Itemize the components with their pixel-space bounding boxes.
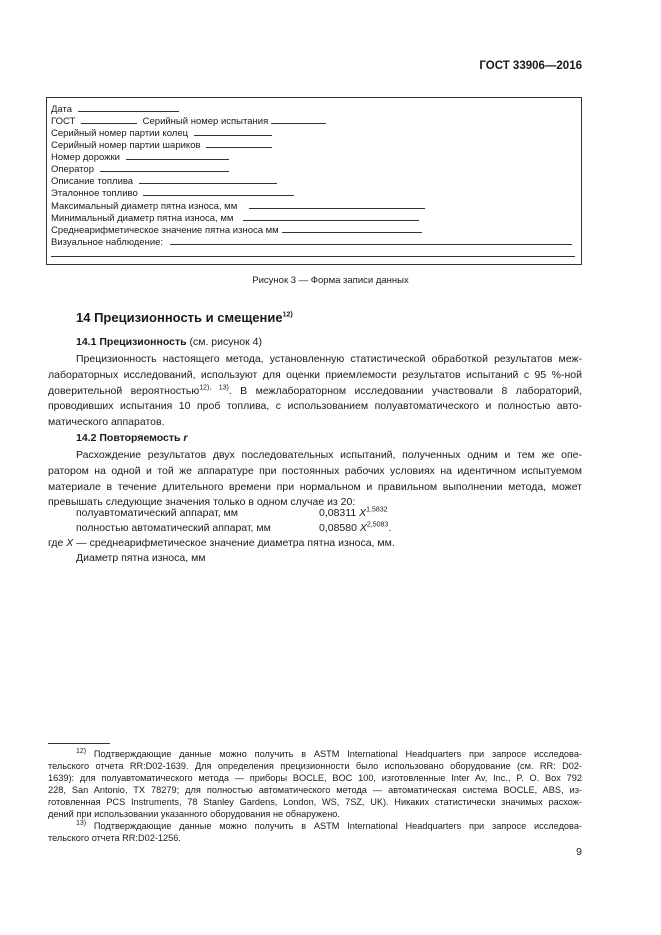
form-label-test-serial: Серийный номер испытания xyxy=(142,116,269,127)
form-row-visual xyxy=(51,235,572,248)
footnote-line: дений при использовании указанного оборудования не обнаружено. xyxy=(48,809,340,819)
footnote-line: тельского отчета RR:D02-1256. xyxy=(48,833,181,843)
footnote-ref-12: 12) xyxy=(282,311,293,319)
form-label-ring-batch: Серийный номер партии колец xyxy=(51,128,189,139)
form-label-track: Номер дорожки xyxy=(51,152,120,163)
where-definition: где X — среднеарифметическое значение диаметра пятна износа, мм. xyxy=(48,537,395,549)
repeatability-paragraph xyxy=(48,448,582,511)
paragraph-line: Расхождение результатов двух последовательных испытаний, полученных одним и тем же опе- xyxy=(76,449,582,461)
paragraph-line: проводивших испытания 10 проб топлива, с использованием полуавтоматического и полностью авто- xyxy=(48,400,582,413)
semi-auto-label: полуавтоматический аппарат, мм xyxy=(76,507,238,519)
paragraph-line: превышать следующие значения только в одном случае из 20: xyxy=(48,496,356,509)
paragraph-line: Прецизионность настоящего метода, установленную статистической обработкой результатов меж- xyxy=(76,353,582,365)
form-blank-fuel-desc xyxy=(139,174,277,184)
section-title: 14 Прецизионность и смещение xyxy=(76,310,283,325)
form-label-mean-diam: Среднеарифметическое значение пятна износа мм xyxy=(51,225,279,236)
footnote-line: 1639): для полуавтоматического метода — приборы BOCLE, BOC 100, изготовленные Inter Av, Inc., P. O. Box 792 xyxy=(48,773,582,783)
document-code-header: ГОСТ 33906—2016 xyxy=(479,60,582,72)
data-record-form xyxy=(46,97,582,265)
full-auto-exp: 2,5083 xyxy=(366,521,389,529)
footnote-separator xyxy=(48,743,110,744)
form-label-max-diam: Максимальный диаметр пятна износа, мм xyxy=(51,201,238,212)
full-auto-x: X xyxy=(359,522,367,534)
figure-caption: Рисунок 3 — Форма записи данных xyxy=(252,275,409,286)
page-number: 9 xyxy=(576,846,582,858)
paragraph-line: матического аппаратов. xyxy=(48,416,165,429)
form-blank-operator xyxy=(100,162,229,172)
footnote-12-mark: 12) xyxy=(76,747,87,755)
full-auto-label: полностью автоматический аппарат, мм xyxy=(76,522,271,534)
form-blank-visual xyxy=(170,235,572,245)
form-label-fuel-desc: Описание топлива xyxy=(51,176,134,187)
form-blank-ball-batch xyxy=(206,138,272,148)
footnote-13 xyxy=(48,820,582,844)
footnote-text: Подтверждающие данные можно получить в ASTM International Headquarters при запросе исследова- xyxy=(93,821,582,831)
diameter-label: Диаметр пятна износа, мм xyxy=(76,552,206,564)
paragraph-line: материале в течение длительного времени при нормальном и правильном выполнении метода, может xyxy=(48,480,582,493)
form-label-ref-fuel: Эталонное топливо xyxy=(51,188,138,199)
subsection-14-1-title: 14.1 Прецизионность xyxy=(76,336,187,348)
paragraph-line: ратором на одной и той же аппаратуре при постоянных рабочих условиях на идентичном испытуемом xyxy=(48,464,582,477)
full-auto-end: . xyxy=(388,522,392,534)
form-blank-max-diam xyxy=(249,199,425,209)
repeatability-symbol: r xyxy=(183,432,188,444)
form-row-ref-fuel xyxy=(51,186,294,199)
semi-auto-x: X xyxy=(359,507,367,519)
form-label-operator: Оператор xyxy=(51,164,94,175)
form-label-ball-batch: Серийный номер партии шариков xyxy=(51,140,201,151)
subsection-14-2-heading xyxy=(76,432,188,444)
subsection-14-2-title: 14.2 Повторяемость xyxy=(76,432,181,444)
paragraph-text: . В межлабораторном исследовании участвовали 8 лабораторий, xyxy=(228,384,583,397)
full-auto-coef: 0,08580 xyxy=(319,522,357,534)
form-label-visual: Визуальное наблюдение: xyxy=(51,237,164,248)
subsection-14-1-heading xyxy=(76,336,262,348)
form-blank-min-diam xyxy=(243,211,419,221)
footnote-line: готовленная PCS Instruments, 78 Stanley Gardens, London, WS, 7SZ, UK). Никаких статистически значимых расхож- xyxy=(48,797,582,807)
form-blank-date xyxy=(78,102,179,112)
form-blank-track xyxy=(126,150,229,160)
form-label-gost: ГОСТ xyxy=(51,116,76,127)
paragraph-text: доверительной вероятностью xyxy=(48,384,200,397)
footnote-line: тельского отчета RR:D02-1639. Для определения прецизионности было использовано оборудование (см. RR: D02- xyxy=(48,761,582,771)
semi-auto-coef: 0,08311 xyxy=(319,507,357,519)
form-blank-ref-fuel xyxy=(143,186,294,196)
form-blank-line-visual-2 xyxy=(51,256,575,257)
where-text: — среднеарифметическое значение диаметра пятна износа, мм. xyxy=(73,537,395,549)
full-auto-formula xyxy=(319,522,391,534)
footnote-line: 228, San Antonio, TX 78279; для полностью автоматического метода — автоматическая система BOCLE, ABS, из- xyxy=(48,785,582,795)
footnote-13-mark: 13) xyxy=(76,819,87,827)
footnote-ref-12-13: 12), 13) xyxy=(199,384,229,392)
semi-auto-exp: 1,5832 xyxy=(366,506,388,514)
form-label-min-diam: Минимальный диаметр пятна износа, мм xyxy=(51,213,234,224)
where-x: X xyxy=(66,537,74,549)
section-heading xyxy=(76,310,293,325)
form-blank-test-serial xyxy=(271,114,326,124)
footnote-12 xyxy=(48,748,582,820)
footnote-line xyxy=(48,748,582,760)
subsection-14-1-ref: (см. рисунок 4) xyxy=(189,336,262,348)
precision-paragraph xyxy=(48,352,582,431)
form-blank-ring-batch xyxy=(194,126,272,136)
footnote-line xyxy=(48,820,582,832)
paragraph-line: лабораторных исследований, используют для оценки приемлемости результатов испытаний с 95 %-ной xyxy=(48,368,582,381)
paragraph-line xyxy=(48,384,582,400)
form-blank-mean-diam xyxy=(282,223,422,233)
semi-auto-formula xyxy=(319,507,388,519)
footnote-text: Подтверждающие данные можно получить в ASTM International Headquarters при запросе исследова- xyxy=(93,749,582,759)
form-blank-gost xyxy=(81,114,137,124)
form-label-date: Дата xyxy=(51,104,73,115)
